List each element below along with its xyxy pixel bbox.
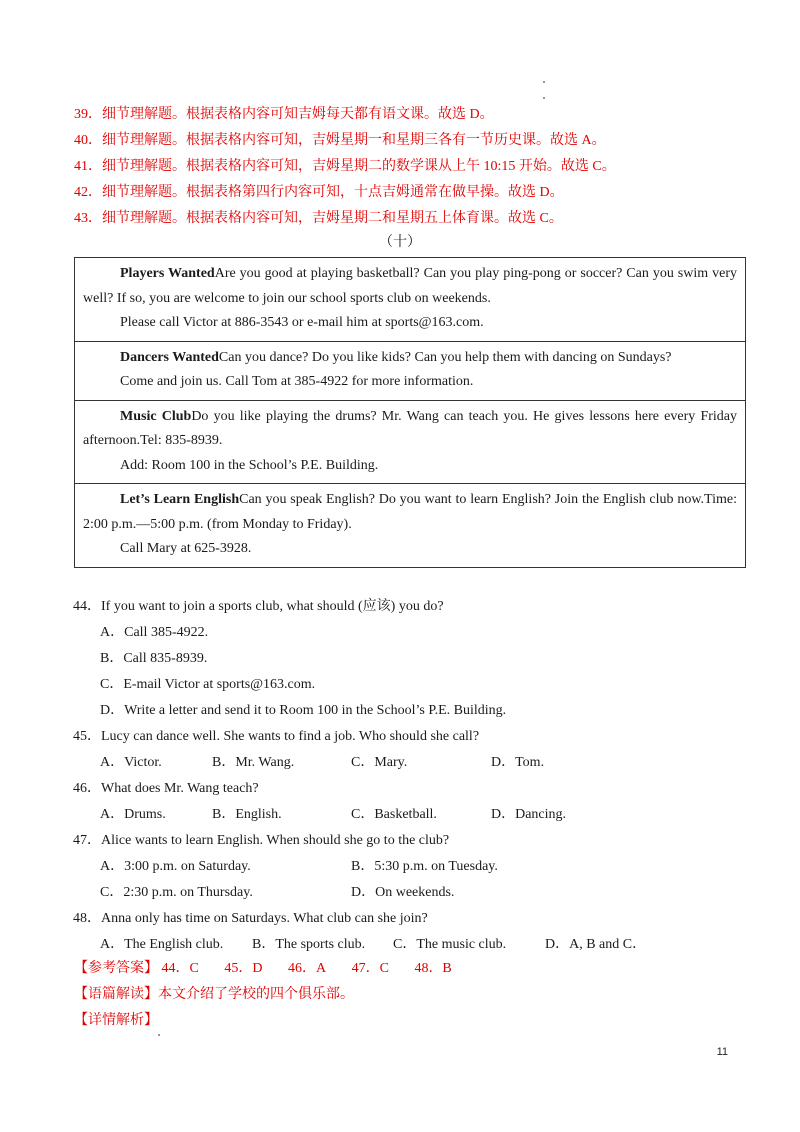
summary-label: 【语篇解读】 bbox=[74, 987, 158, 1002]
ad-learn-english bbox=[75, 484, 745, 567]
ad-title: Dancers Wanted bbox=[120, 349, 219, 365]
option-a: A．The English club. bbox=[100, 937, 224, 952]
detail-analysis bbox=[74, 1008, 754, 1034]
question-option-row bbox=[100, 750, 760, 776]
answer-label: 【参考答案】 bbox=[74, 961, 158, 976]
question-stem: 47．Alice wants to learn English. When should she go to the club? bbox=[73, 833, 450, 848]
decorative-dot bbox=[543, 81, 545, 83]
detail-label: 【详情解析】 bbox=[74, 1013, 158, 1028]
option-a: A．Drums. bbox=[100, 807, 166, 822]
question-stem: 44．If you want to join a sports club, what should (应该) you do? bbox=[73, 599, 444, 614]
ad-contact: Add: Room 100 in the School’s P.E. Building. bbox=[120, 457, 379, 473]
option-d: D．On weekends. bbox=[351, 885, 455, 900]
answer-item: 47．C bbox=[351, 961, 389, 976]
explanation-39: 39．细节理解题。根据表格内容可知吉姆每天都有语文课。故选 D。 bbox=[74, 107, 494, 122]
question-option: D．Write a letter and send it to Room 100 in the School’s P.E. Building. bbox=[100, 703, 507, 718]
explanation-40: 40．细节理解题。根据表格内容可知，吉姆星期一和星期三各有一节历史课。故选 A。 bbox=[74, 133, 606, 148]
option-c: C．Basketball. bbox=[351, 807, 437, 822]
answer-item: 46．A bbox=[287, 961, 327, 976]
question-option: C．E-mail Victor at sports@163.com. bbox=[100, 677, 316, 692]
question-option-row bbox=[100, 802, 760, 828]
explanation-41: 41．细节理解题。根据表格内容可知，吉姆星期二的数学课从上午 10:15 开始。故选 C。 bbox=[74, 159, 616, 174]
answer-item: 44．C bbox=[161, 961, 199, 976]
option-b: B．English. bbox=[212, 807, 282, 822]
question-option: A．Call 385-4922. bbox=[100, 625, 209, 640]
passage-summary bbox=[74, 982, 754, 1008]
ad-players-wanted bbox=[75, 258, 745, 342]
ad-body: Do you like playing the drums? Mr. Wang can teach you. He gives lessons here every Friday afternoon.Tel: 835-8939. bbox=[83, 408, 738, 448]
answer-item: 45．D bbox=[224, 961, 263, 976]
question-list bbox=[73, 594, 760, 958]
question-stem: 48．Anna only has time on Saturdays. What club can she join? bbox=[73, 911, 428, 926]
ad-title: Music Club bbox=[120, 408, 192, 424]
reference-answers bbox=[74, 956, 754, 982]
ad-body: Can you speak English? Do you want to learn English? Join the English club now.Time: 2:00 p.m.—5:00 p.m. (from Monday to Friday). bbox=[83, 492, 737, 532]
explanation-list bbox=[74, 102, 754, 232]
ad-dancers-wanted bbox=[75, 342, 745, 401]
ad-title: Players Wanted bbox=[120, 266, 215, 281]
ad-body: Are you good at playing basketball? Can you play ping-pong or soccer? Can you swim very well? If so, you are welcome to join our school sports club on weekends. bbox=[83, 266, 737, 306]
ad-body: Can you dance? Do you like kids? Can you help them with dancing on Sundays? bbox=[218, 349, 672, 365]
ad-title: Let’s Learn English bbox=[120, 492, 240, 507]
question-stem: 46．What does Mr. Wang teach? bbox=[73, 781, 259, 796]
option-c: C．2:30 p.m. on Thursday. bbox=[100, 885, 253, 900]
explanation-42: 42．细节理解题。根据表格第四行内容可知，十点吉姆通常在做早操。故选 D。 bbox=[74, 185, 564, 200]
answer-section bbox=[74, 956, 754, 1034]
option-a: A．Victor. bbox=[100, 755, 162, 770]
option-b: B．Mr. Wang. bbox=[212, 755, 295, 770]
option-d: D．A, B and C． bbox=[545, 937, 647, 952]
option-c: C．The music club. bbox=[393, 937, 507, 952]
ad-contact: Come and join us. Call Tom at 385-4922 for more information. bbox=[120, 374, 474, 389]
option-b: B．5:30 p.m. on Tuesday. bbox=[351, 859, 498, 874]
option-d: D．Dancing. bbox=[491, 807, 567, 822]
question-option-row bbox=[100, 932, 760, 958]
option-b: B．The sports club. bbox=[252, 937, 366, 952]
question-option-row bbox=[100, 854, 760, 880]
question-stem: 45．Lucy can dance well. She wants to find a job. Who should she call? bbox=[73, 729, 480, 744]
summary-text: 本文介绍了学校的四个俱乐部。 bbox=[158, 987, 354, 1002]
answer-item: 48．B bbox=[414, 961, 452, 976]
option-a: A．3:00 p.m. on Saturday. bbox=[100, 859, 251, 874]
ads-table bbox=[74, 257, 746, 568]
ad-contact: Call Mary at 625-3928. bbox=[120, 541, 252, 556]
question-option-row bbox=[100, 880, 760, 906]
option-c: C．Mary. bbox=[351, 755, 408, 770]
ad-contact: Please call Victor at 886-3543 or e-mail him at sports@163.com. bbox=[120, 315, 484, 330]
section-title: （十） bbox=[379, 235, 421, 250]
ad-music-club bbox=[75, 401, 745, 485]
question-option: B．Call 835-8939. bbox=[100, 651, 208, 666]
option-d: D．Tom. bbox=[491, 755, 545, 770]
decorative-dot bbox=[543, 97, 545, 99]
explanation-43: 43．细节理解题。根据表格内容可知，吉姆星期二和星期五上体育课。故选 C。 bbox=[74, 211, 563, 226]
page-number: 11 bbox=[716, 1046, 728, 1058]
decorative-dot bbox=[158, 1034, 160, 1036]
